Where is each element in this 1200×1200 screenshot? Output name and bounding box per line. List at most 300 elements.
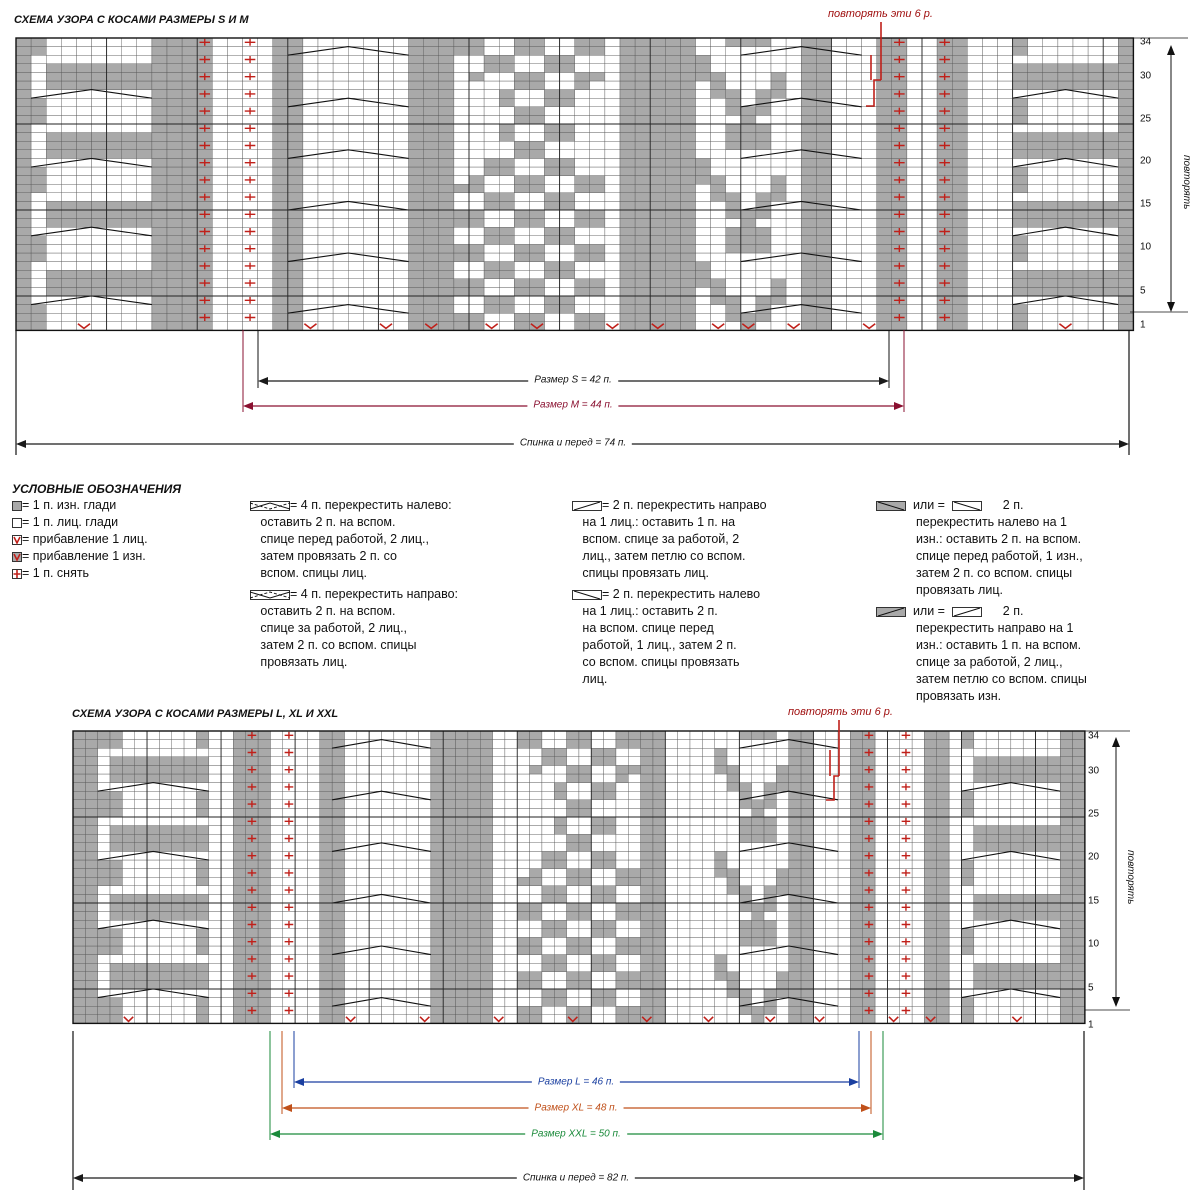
stitch-cell — [258, 980, 270, 989]
stitch-cell — [182, 124, 197, 133]
stitch-cell — [650, 176, 665, 185]
stitch-cell — [409, 141, 424, 150]
stitch-cell — [801, 851, 813, 860]
stitch-cell — [831, 158, 846, 167]
stitch-cell — [756, 193, 771, 202]
stitch-cell — [850, 894, 862, 903]
stitch-cell — [907, 193, 922, 202]
stitch-cell — [529, 262, 544, 271]
stitch-cell — [499, 72, 514, 81]
stitch-cell — [454, 305, 469, 314]
stitch-cell — [813, 731, 825, 740]
stitch-cell — [382, 1006, 394, 1015]
stitch-cell — [469, 296, 484, 305]
stitch-cell — [813, 808, 825, 817]
stitch-cell — [628, 765, 640, 774]
stitch-cell — [826, 731, 838, 740]
stitch-cell — [635, 244, 650, 253]
stitch-cell — [616, 886, 628, 895]
stitch-cell — [394, 124, 409, 133]
stitch-cell — [307, 731, 319, 740]
stitch-cell — [752, 731, 764, 740]
stitch-cell — [147, 989, 159, 998]
stitch-cell — [1118, 38, 1133, 47]
stitch-cell — [318, 64, 333, 73]
stitch-cell — [786, 236, 801, 245]
stitch-cell — [159, 972, 171, 981]
stitch-cell — [741, 279, 756, 288]
stitch-cell — [270, 937, 282, 946]
stitch-cell — [816, 167, 831, 176]
stitch-cell — [303, 210, 318, 219]
stitch-cell — [590, 90, 605, 99]
stitch-cell — [892, 64, 907, 73]
stitch-cell — [182, 305, 197, 314]
stitch-cell — [505, 946, 517, 955]
stitch-cell — [813, 912, 825, 921]
stitch-cell — [456, 731, 468, 740]
stitch-cell — [952, 193, 967, 202]
stitch-cell — [567, 791, 579, 800]
stitch-cell — [690, 886, 702, 895]
stitch-cell — [726, 124, 741, 133]
stitch-cell — [517, 748, 529, 757]
stitch-cell — [152, 38, 167, 47]
stitch-cell — [1013, 193, 1028, 202]
stitch-cell — [907, 322, 922, 331]
stitch-cell — [900, 894, 912, 903]
stitch-cell — [635, 167, 650, 176]
stitch-cell — [838, 903, 850, 912]
stitch-cell — [348, 90, 363, 99]
stitch-cell — [514, 270, 529, 279]
stitch-cell — [227, 124, 242, 133]
stitch-cell — [258, 287, 273, 296]
stitch-cell — [1088, 167, 1103, 176]
stitch-cell — [152, 313, 167, 322]
stitch-cell — [147, 740, 159, 749]
stitch-cell — [258, 262, 273, 271]
stitch-cell — [439, 270, 454, 279]
stitch-cell — [702, 748, 714, 757]
stitch-cell — [46, 72, 61, 81]
stitch-cell — [98, 877, 110, 886]
stitch-cell — [764, 851, 776, 860]
stitch-cell — [246, 998, 258, 1007]
stitch-cell — [273, 176, 288, 185]
stitch-cell — [167, 55, 182, 64]
stitch-cell — [838, 912, 850, 921]
stitch-cell — [209, 903, 221, 912]
stitch-cell — [739, 817, 751, 826]
stitch-cell — [530, 894, 542, 903]
stitch-cell — [567, 869, 579, 878]
stitch-cell — [363, 115, 378, 124]
stitch-cell — [1088, 72, 1103, 81]
stitch-cell — [196, 894, 208, 903]
stitch-cell — [665, 38, 680, 47]
stitch-cell — [628, 860, 640, 869]
stitch-cell — [1043, 133, 1058, 142]
stitch-cell — [184, 748, 196, 757]
stitch-cell — [369, 937, 381, 946]
stitch-cell — [333, 193, 348, 202]
stitch-cell — [76, 270, 91, 279]
stitch-cell — [344, 980, 356, 989]
stitch-cell — [424, 150, 439, 159]
stitch-cell — [122, 193, 137, 202]
stitch-cell — [641, 791, 653, 800]
stitch-cell — [443, 774, 455, 783]
stitch-cell — [771, 244, 786, 253]
stitch-cell — [982, 305, 997, 314]
stitch-cell — [665, 783, 677, 792]
stitch-cell — [270, 894, 282, 903]
stitch-cell — [152, 81, 167, 90]
stitch-cell — [363, 141, 378, 150]
chart2-title: СХЕМА УЗОРА С КОСАМИ РАЗМЕРЫ L, XL И XXL — [72, 708, 339, 720]
stitch-cell — [530, 955, 542, 964]
stitch-cell — [517, 834, 529, 843]
stitch-cell — [875, 955, 887, 964]
stitch-cell — [344, 903, 356, 912]
stitch-cell — [998, 287, 1013, 296]
stitch-cell — [221, 886, 233, 895]
stitch-cell — [394, 731, 406, 740]
stitch-cell — [233, 860, 245, 869]
stitch-cell — [333, 313, 348, 322]
stitch-cell — [332, 963, 344, 972]
stitch-cell — [517, 877, 529, 886]
stitch-cell — [468, 800, 480, 809]
stitch-cell — [288, 81, 303, 90]
stitch-cell — [499, 322, 514, 331]
stitch-cell — [122, 791, 134, 800]
stitch-cell — [847, 193, 862, 202]
stitch-cell — [122, 757, 134, 766]
stitch-cell — [443, 783, 455, 792]
stitch-cell — [560, 236, 575, 245]
stitch-cell — [439, 287, 454, 296]
stitch-cell — [739, 989, 751, 998]
stitch-cell — [1058, 115, 1073, 124]
stitch-cell — [756, 296, 771, 305]
stitch-cell — [16, 38, 31, 47]
stitch-cell — [590, 305, 605, 314]
stitch-cell — [406, 869, 418, 878]
stitch-cell — [107, 287, 122, 296]
stitch-cell — [172, 937, 184, 946]
stitch-cell — [135, 929, 147, 938]
stitch-cell — [591, 800, 603, 809]
stitch-cell — [739, 765, 751, 774]
stitch-cell — [665, 980, 677, 989]
stitch-cell — [295, 1015, 307, 1024]
stitch-cell — [439, 167, 454, 176]
cross-2-left-icon — [572, 590, 602, 600]
stitch-cell — [696, 210, 711, 219]
stitch-cell — [98, 774, 110, 783]
stitch-cell — [739, 955, 751, 964]
stitch-cell — [409, 55, 424, 64]
stitch-cell — [789, 912, 801, 921]
stitch-cell — [152, 176, 167, 185]
stitch-cell — [122, 81, 137, 90]
stitch-cell — [439, 313, 454, 322]
stitch-cell — [517, 894, 529, 903]
stitch-cell — [1103, 219, 1118, 228]
stitch-cell — [1073, 98, 1088, 107]
stitch-cell — [616, 894, 628, 903]
stitch-cell — [567, 851, 579, 860]
stitch-cell — [344, 1006, 356, 1015]
stitch-cell — [715, 851, 727, 860]
stitch-cell — [484, 55, 499, 64]
stitch-cell — [887, 851, 899, 860]
stitch-cell — [456, 808, 468, 817]
stitch-cell — [85, 800, 97, 809]
stitch-cell — [406, 980, 418, 989]
stitch-cell — [443, 765, 455, 774]
stitch-cell — [862, 287, 877, 296]
stitch-cell — [1088, 98, 1103, 107]
stitch-cell — [892, 81, 907, 90]
stitch-cell — [816, 158, 831, 167]
stitch-cell — [394, 912, 406, 921]
stitch-cell — [517, 955, 529, 964]
stitch-cell — [295, 920, 307, 929]
stitch-cell — [847, 158, 862, 167]
stitch-cell — [431, 886, 443, 895]
stitch-cell — [320, 989, 332, 998]
stitch-cell — [493, 912, 505, 921]
stitch-cell — [604, 774, 616, 783]
stitch-cell — [756, 313, 771, 322]
stitch-cell — [16, 107, 31, 116]
stitch-cell — [952, 38, 967, 47]
stitch-cell — [517, 757, 529, 766]
stitch-cell — [167, 47, 182, 56]
stitch-cell — [469, 253, 484, 262]
stitch-cell — [469, 279, 484, 288]
stitch-cell — [454, 296, 469, 305]
stitch-cell — [875, 817, 887, 826]
stitch-cell — [900, 1015, 912, 1024]
stitch-cell — [273, 322, 288, 331]
stitch-cell — [801, 115, 816, 124]
stitch-cell — [147, 929, 159, 938]
stitch-cell — [270, 774, 282, 783]
stitch-cell — [771, 55, 786, 64]
stitch-cell — [184, 963, 196, 972]
stitch-cell — [529, 201, 544, 210]
stitch-cell — [739, 1006, 751, 1015]
stitch-cell — [816, 141, 831, 150]
stitch-cell — [786, 38, 801, 47]
stitch-cell — [419, 989, 431, 998]
stitch-cell — [575, 201, 590, 210]
stitch-cell — [680, 296, 695, 305]
stitch-cell — [258, 903, 270, 912]
stitch-cell — [907, 210, 922, 219]
stitch-cell — [333, 124, 348, 133]
stitch-cell — [650, 201, 665, 210]
stitch-cell — [443, 817, 455, 826]
stitch-cell — [469, 158, 484, 167]
stitch-cell — [1043, 47, 1058, 56]
stitch-cell — [246, 877, 258, 886]
stitch-cell — [406, 955, 418, 964]
stitch-cell — [1118, 124, 1133, 133]
stitch-cell — [258, 296, 273, 305]
stitch-cell — [209, 998, 221, 1007]
stitch-cell — [137, 72, 152, 81]
stitch-cell — [135, 774, 147, 783]
stitch-cell — [484, 201, 499, 210]
stitch-cell — [369, 774, 381, 783]
stitch-cell — [303, 141, 318, 150]
stitch-cell — [227, 262, 242, 271]
stitch-cell — [741, 133, 756, 142]
stitch-cell — [159, 817, 171, 826]
stitch-cell — [424, 313, 439, 322]
stitch-cell — [756, 227, 771, 236]
stitch-cell — [1043, 279, 1058, 288]
stitch-cell — [711, 141, 726, 150]
stitch-cell — [307, 843, 319, 852]
stitch-cell — [258, 176, 273, 185]
stitch-cell — [159, 1015, 171, 1024]
stitch-cell — [605, 219, 620, 228]
stitch-cell — [159, 765, 171, 774]
stitch-cell — [635, 115, 650, 124]
stitch-cell — [394, 262, 409, 271]
stitch-cell — [554, 731, 566, 740]
stitch-cell — [468, 989, 480, 998]
stitch-cell — [484, 313, 499, 322]
stitch-cell — [560, 305, 575, 314]
stitch-cell — [862, 270, 877, 279]
stitch-cell — [605, 167, 620, 176]
stitch-cell — [469, 98, 484, 107]
stitch-cell — [288, 115, 303, 124]
stitch-cell — [628, 877, 640, 886]
stitch-cell — [620, 90, 635, 99]
stitch-cell — [369, 731, 381, 740]
stitch-cell — [542, 886, 554, 895]
stitch-cell — [221, 826, 233, 835]
stitch-cell — [456, 851, 468, 860]
stitch-cell — [16, 193, 31, 202]
stitch-cell — [363, 313, 378, 322]
stitch-cell — [696, 262, 711, 271]
stitch-cell — [554, 860, 566, 869]
stitch-cell — [998, 81, 1013, 90]
stitch-cell — [369, 877, 381, 886]
stitch-cell — [16, 158, 31, 167]
stitch-cell — [764, 1006, 776, 1015]
stitch-cell — [107, 38, 122, 47]
stitch-cell — [152, 244, 167, 253]
stitch-cell — [789, 955, 801, 964]
stitch-cell — [212, 64, 227, 73]
stitch-cell — [221, 748, 233, 757]
stitch-cell — [320, 963, 332, 972]
stitch-cell — [665, 253, 680, 262]
stitch-cell — [258, 227, 273, 236]
stitch-cell — [456, 989, 468, 998]
stitch-cell — [135, 808, 147, 817]
stitch-cell — [1088, 124, 1103, 133]
stitch-cell — [288, 184, 303, 193]
stitch-cell — [409, 115, 424, 124]
stitch-cell — [378, 236, 393, 245]
stitch-cell — [505, 817, 517, 826]
stitch-cell — [431, 740, 443, 749]
stitch-cell — [333, 236, 348, 245]
stitch-cell — [998, 244, 1013, 253]
stitch-cell — [197, 64, 212, 73]
stitch-cell — [1103, 184, 1118, 193]
stitch-cell — [221, 955, 233, 964]
stitch-cell — [591, 817, 603, 826]
stitch-cell — [831, 72, 846, 81]
stitch-cell — [616, 783, 628, 792]
stitch-cell — [295, 757, 307, 766]
stitch-cell — [789, 783, 801, 792]
stitch-cell — [711, 279, 726, 288]
stitch-cell — [764, 817, 776, 826]
stitch-cell — [480, 903, 492, 912]
stitch-cell — [678, 963, 690, 972]
stitch-cell — [182, 158, 197, 167]
stitch-cell — [847, 81, 862, 90]
stitch-cell — [16, 296, 31, 305]
stitch-cell — [771, 313, 786, 322]
stitch-cell — [727, 920, 739, 929]
stitch-cell — [209, 851, 221, 860]
slip-stitch-icon — [12, 569, 22, 579]
stitch-cell — [653, 946, 665, 955]
stitch-cell — [182, 253, 197, 262]
stitch-cell — [530, 1015, 542, 1024]
stitch-cell — [530, 757, 542, 766]
stitch-cell — [715, 740, 727, 749]
stitch-cell — [877, 55, 892, 64]
stitch-cell — [726, 210, 741, 219]
stitch-cell — [394, 748, 406, 757]
stitch-cell — [604, 791, 616, 800]
stitch-cell — [288, 219, 303, 228]
stitch-cell — [243, 98, 258, 107]
stitch-cell — [850, 1006, 862, 1015]
stitch-cell — [221, 869, 233, 878]
stitch-cell — [907, 219, 922, 228]
stitch-cell — [110, 748, 122, 757]
stitch-cell — [409, 305, 424, 314]
stitch-cell — [98, 817, 110, 826]
stitch-cell — [196, 791, 208, 800]
stitch-cell — [439, 201, 454, 210]
stitch-cell — [907, 313, 922, 322]
stitch-cell — [789, 920, 801, 929]
stitch-cell — [122, 55, 137, 64]
stitch-cell — [1088, 115, 1103, 124]
stitch-cell — [604, 972, 616, 981]
stitch-cell — [838, 998, 850, 1007]
stitch-cell — [46, 236, 61, 245]
stitch-cell — [641, 955, 653, 964]
